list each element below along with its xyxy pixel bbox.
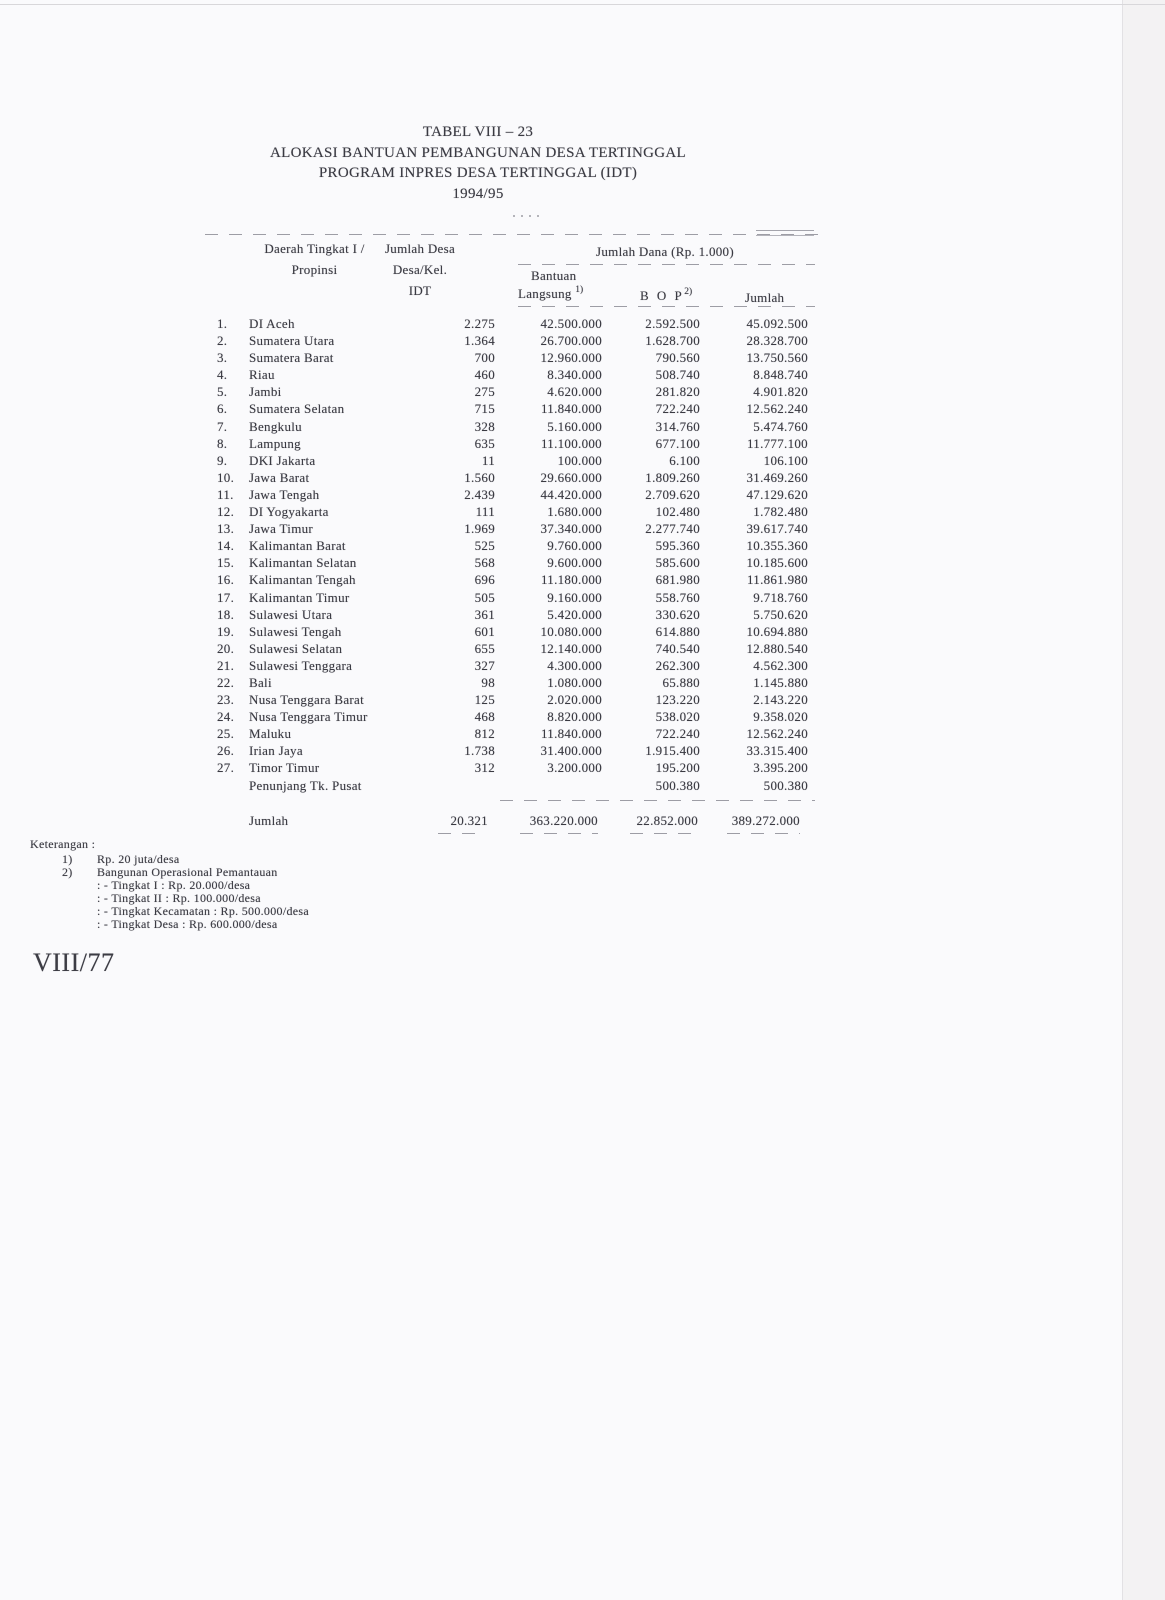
cell-bantuan-langsung: 1.680.000 [547,504,602,520]
cell-bantuan-langsung: 11.100.000 [540,435,602,451]
footnote-subitem-3: : - Tingkat Kecamatan : Rp. 500.000/desa [97,904,309,918]
cell-desa-count: 98 [481,674,495,690]
table-row [217,503,808,520]
cell-jumlah: 11.777.100 [746,435,808,451]
cell-province-name: Sulawesi Tenggara [249,657,353,673]
header-desa-line1: Jumlah Desa [384,241,456,256]
cell-province-name: Kalimantan Timur [249,589,350,605]
cell-province-name: Bengkulu [249,418,302,434]
cell-jumlah: 9.358.020 [753,709,808,725]
cell-jumlah: 1.145.880 [753,674,808,690]
dashed-rule-above-total [500,800,815,801]
cell-desa-count: 2.439 [464,486,495,502]
cell-bantuan-langsung: 44.420.000 [540,486,602,502]
cell-row-number: 6. [217,401,228,417]
header-bantuan-line2 [518,285,583,302]
cell-province-name: Maluku [249,726,292,742]
cell-jumlah: 2.143.220 [753,692,808,708]
cell-province-name: DKI Jakarta [249,452,316,468]
header-desa-line3: IDT [408,283,432,298]
table-row [217,537,808,554]
cell-bop: 262.300 [655,657,700,673]
footnote-subitem-4: : - Tingkat Desa : Rp. 600.000/desa [97,917,278,931]
cell-total-spacer [217,812,249,829]
footnote-item-2 [62,866,278,879]
cell-bop: 2.709.620 [645,486,700,502]
header-desa-line2: Desa/Kel. [392,262,448,277]
table-row [217,349,808,366]
cell-jumlah: 12.880.540 [746,640,808,656]
header-region-line2: Propinsi [291,262,338,277]
cell-bantuan-langsung: 5.420.000 [547,606,602,622]
header-bantuan-line1: Bantuan [531,268,577,283]
cell-bop: 1.628.700 [645,333,700,349]
cell-desa-count: 468 [474,709,495,725]
table-row [217,606,808,623]
cell-bantuan-langsung: 12.140.000 [540,640,602,656]
cell-bop: 722.240 [655,401,700,417]
cell-bop: 1.809.260 [645,469,700,485]
cell-desa-count: 812 [474,726,495,742]
cell-desa-count: 111 [475,504,495,520]
cell-bop: 330.620 [655,606,700,622]
footnote-subitem-1: : - Tingkat I : Rp. 20.000/desa [97,878,251,892]
table-row [217,742,808,759]
header-jumlah: Jumlah [745,290,785,305]
cell-total-bop: 22.852.000 [636,813,698,828]
cell-row-number: 13. [217,521,235,537]
cell-desa-count: 275 [474,384,495,400]
footnote-item-1 [62,853,179,866]
cell-row-number: 11. [217,486,234,502]
dashed-rule-top [205,234,818,235]
cell-bantuan-langsung: 1.080.000 [547,674,602,690]
cell-bop: 614.880 [655,623,700,639]
cell-desa-count: 568 [474,555,495,571]
cell-province-name: Lampung [249,435,301,451]
cell-jumlah: 1.782.480 [753,504,808,520]
cell-row-number: 12. [217,504,235,520]
table-row [217,366,808,383]
cell-desa-count: 327 [474,657,495,673]
cell-bantuan-langsung: 29.660.000 [540,469,602,485]
cell-row-number: 26. [217,743,235,759]
cell-desa-count: 1.738 [464,743,495,759]
table-row [217,452,808,469]
table-row [217,418,808,435]
cell-bantuan-langsung: 37.340.000 [540,521,602,537]
cell-bop: 585.600 [655,555,700,571]
cell-row-number: 23. [217,692,235,708]
cell-desa-count: 1.969 [464,521,495,537]
cell-province-name: Jawa Timur [249,521,314,537]
cell-province-name: Penunjang Tk. Pusat [249,777,362,793]
cell-province-name: Nusa Tenggara Timur [249,709,368,725]
cell-desa-count: 601 [474,623,495,639]
footnotes-heading: Keterangan : [30,837,96,851]
cell-province-name: Sumatera Barat [249,350,334,366]
header-bop-word: B O P [640,288,685,303]
cell-bop: 500.380 [655,777,700,793]
cell-province-name: Sulawesi Tengah [249,623,342,639]
cell-bantuan-langsung: 4.300.000 [547,657,602,673]
footnote-text-1: Rp. 20 juta/desa [97,852,180,866]
cell-jumlah: 13.750.560 [746,350,808,366]
cell-row-number: 3. [217,350,228,366]
cell-jumlah: 4.562.300 [753,657,808,673]
dashed-rule-below-total-bantuan [520,833,598,834]
cell-bop: 790.560 [655,350,700,366]
cell-row-number: 4. [217,367,228,383]
table-row [217,708,808,725]
table-row [217,725,808,742]
title-line-1: TABEL VIII – 23 [422,124,534,140]
cell-bantuan-langsung: 4.620.000 [547,384,602,400]
table-row [217,486,808,503]
document-title [98,122,858,204]
dashed-rule-below-total-jumlah [727,833,800,834]
cell-bantuan-langsung: 31.400.000 [540,743,602,759]
dashed-rule-below-total-desa [438,833,486,834]
dashed-rule-below-total-bop [630,833,698,834]
header-bop [640,287,692,304]
cell-row-number: 27. [217,760,235,776]
cell-province-name: Kalimantan Selatan [249,555,357,571]
footnote-ref-2: 2) [684,287,693,297]
cell-bantuan-langsung: 9.160.000 [547,589,602,605]
title-line-4: 1994/95 [452,185,504,202]
cell-desa-count: 125 [474,692,495,708]
cell-desa-count: 11 [481,452,495,468]
cell-desa-count: 361 [474,606,495,622]
cell-bop: 102.480 [655,504,700,520]
table-row [217,332,808,349]
cell-bop: 508.740 [655,367,700,383]
cell-province-name: Sulawesi Selatan [249,640,343,656]
cell-province-name: DI Aceh [249,316,295,331]
cell-desa-count: 635 [474,435,495,451]
scan-noise-dots [513,215,545,217]
cell-bop: 595.360 [655,538,700,554]
cell-row-number: 21. [217,657,235,673]
cell-row-number: 20. [217,640,235,656]
table-row [217,383,808,400]
title-line-3: PROGRAM INPRES DESA TERTINGGAL (IDT) [318,165,638,181]
cell-bop: 2.277.740 [645,521,700,537]
cell-row-number: 14. [217,538,235,554]
footnote-subitem-2: : - Tingkat II : Rp. 100.000/desa [97,891,261,905]
cell-province-name: Irian Jaya [249,743,303,759]
cell-row-number: 25. [217,726,235,742]
table-row [217,759,808,776]
cell-row-number: 17. [217,589,235,605]
cell-jumlah: 45.092.500 [746,316,808,331]
table-row [217,571,808,588]
cell-bop: 722.240 [655,726,700,742]
cell-bop: 2.592.500 [645,316,700,331]
cell-bantuan-langsung: 9.600.000 [547,555,602,571]
cell-bantuan-langsung: 8.820.000 [547,709,602,725]
cell-bop: 65.880 [662,674,700,690]
cell-total-jumlah: 389.272.000 [731,813,800,828]
cell-jumlah: 10.185.600 [746,555,808,571]
cell-desa-count: 328 [474,418,495,434]
scan-top-edge-line [0,4,1165,5]
cell-province-name: Riau [249,367,275,383]
table-row [217,520,808,537]
table-row [217,554,808,571]
cell-desa-count: 715 [474,401,495,417]
cell-row-number [217,777,249,794]
cell-total-bantuan: 363.220.000 [529,813,598,828]
cell-row-number: 10. [217,469,235,485]
footnote-marker-2: 2) [62,865,73,879]
cell-row-number: 7. [217,418,228,434]
cell-desa-count: 460 [474,367,495,383]
table-row [217,674,808,691]
cell-desa-count: 2.275 [464,316,495,331]
title-line-2: ALOKASI BANTUAN PEMBANGUNAN DESA TERTINGGAL [270,144,686,161]
cell-bantuan-langsung [495,777,602,794]
cell-jumlah: 33.315.400 [746,743,808,759]
cell-jumlah: 106.100 [763,452,808,468]
dashed-rule-under-header [518,306,815,307]
header-dana-group: Jumlah Dana (Rp. 1.000) [596,244,734,259]
cell-bantuan-langsung: 42.500.000 [540,316,602,331]
cell-jumlah: 10.694.880 [746,623,808,639]
cell-province-name: Timor Timur [249,760,320,776]
footnote-ref-1: 1) [575,285,584,295]
cell-bantuan-langsung: 5.160.000 [547,418,602,434]
cell-bantuan-langsung: 3.200.000 [547,760,602,776]
table-row [217,777,808,794]
cell-jumlah: 28.328.700 [746,333,808,349]
cell-bop: 1.915.400 [645,743,700,759]
cell-province-name: Kalimantan Barat [249,538,346,554]
cell-row-number: 24. [217,709,235,725]
cell-bop: 123.220 [655,692,700,708]
table-row [217,469,808,486]
cell-bantuan-langsung: 26.700.000 [540,333,602,349]
cell-desa-count: 700 [474,350,495,366]
cell-desa-count: 312 [474,760,495,776]
cell-row-number: 15. [217,555,235,571]
cell-province-name: Sulawesi Utara [249,606,333,622]
cell-bantuan-langsung: 11.180.000 [540,572,602,588]
cell-jumlah: 8.848.740 [753,367,808,383]
table-row [217,657,808,674]
cell-jumlah: 5.750.620 [753,606,808,622]
cell-jumlah: 500.380 [763,777,808,793]
cell-bantuan-langsung: 12.960.000 [540,350,602,366]
cell-row-number: 19. [217,623,235,639]
table-row [217,435,808,452]
cell-province-name: Nusa Tenggara Barat [249,692,365,708]
cell-bantuan-langsung: 8.340.000 [547,367,602,383]
cell-jumlah: 4.901.820 [753,384,808,400]
cell-jumlah: 12.562.240 [746,401,808,417]
cell-bantuan-langsung: 11.840.000 [540,401,602,417]
header-bantuan-word: Langsung [518,286,572,301]
cell-province-name: Jawa Tengah [249,486,320,502]
cell-bantuan-langsung: 2.020.000 [547,692,602,708]
cell-province-name: Jawa Barat [249,469,310,485]
table-total-row [217,812,800,829]
cell-bop: 681.980 [655,572,700,588]
cell-total-label: Jumlah [249,813,289,828]
cell-jumlah: 39.617.740 [746,521,808,537]
table-row [217,623,808,640]
dashed-rule-under-dana-group [518,264,815,265]
table-row [217,315,808,332]
cell-bop: 195.200 [655,760,700,776]
cell-bop: 558.760 [655,589,700,605]
cell-desa-count: 1.364 [464,333,495,349]
cell-desa-count: 525 [474,538,495,554]
cell-row-number: 18. [217,606,235,622]
cell-bop: 314.760 [655,418,700,434]
cell-province-name: Kalimantan Tengah [249,572,356,588]
cell-bop: 677.100 [655,435,700,451]
cell-total-desa: 20.321 [450,813,488,828]
table-row [217,640,808,657]
cell-jumlah: 9.718.760 [753,589,808,605]
cell-province-name: DI Yogyakarta [249,504,329,520]
cell-row-number: 5. [217,384,228,400]
cell-province-name: Sumatera Utara [249,333,335,349]
cell-jumlah: 12.562.240 [746,726,808,742]
footnote-marker-1: 1) [62,852,73,866]
cell-desa-count: 1.560 [464,469,495,485]
cell-jumlah: 5.474.760 [753,418,808,434]
cell-jumlah: 31.469.260 [746,469,808,485]
header-region-line1: Daerah Tingkat I / [264,241,365,256]
cell-province-name: Bali [249,674,272,690]
table-row [217,589,808,606]
cell-desa-count: 655 [474,640,495,656]
cell-desa-count [413,777,495,794]
cell-bop: 538.020 [655,709,700,725]
cell-row-number: 8. [217,435,228,451]
cell-bantuan-langsung: 100.000 [557,452,602,468]
cell-bantuan-langsung: 9.760.000 [547,538,602,554]
table-row [217,691,808,708]
page-number: VIII/77 [33,948,115,977]
cell-bantuan-langsung: 10.080.000 [540,623,602,639]
cell-row-number: 1. [217,316,228,331]
cell-row-number: 9. [217,452,228,468]
cell-province-name: Sumatera Selatan [249,401,345,417]
cell-desa-count: 505 [474,589,495,605]
cell-jumlah: 11.861.980 [746,572,808,588]
cell-province-name: Jambi [249,384,282,400]
cell-jumlah: 47.129.620 [746,486,808,502]
cell-bantuan-langsung: 11.840.000 [540,726,602,742]
cell-jumlah: 10.355.360 [746,538,808,554]
table-body [217,315,808,794]
cell-row-number: 2. [217,333,228,349]
footnote-text-2: Bangunan Operasional Pemantauan [97,865,278,879]
cell-jumlah: 3.395.200 [753,760,808,776]
cell-bop: 740.540 [655,640,700,656]
dashed-rule-top-right-accent [756,230,814,236]
table-row [217,400,808,417]
cell-bop: 281.820 [655,384,700,400]
cell-bop: 6.100 [669,452,700,468]
cell-row-number: 16. [217,572,235,588]
cell-desa-count: 696 [474,572,495,588]
cell-row-number: 22. [217,674,235,690]
